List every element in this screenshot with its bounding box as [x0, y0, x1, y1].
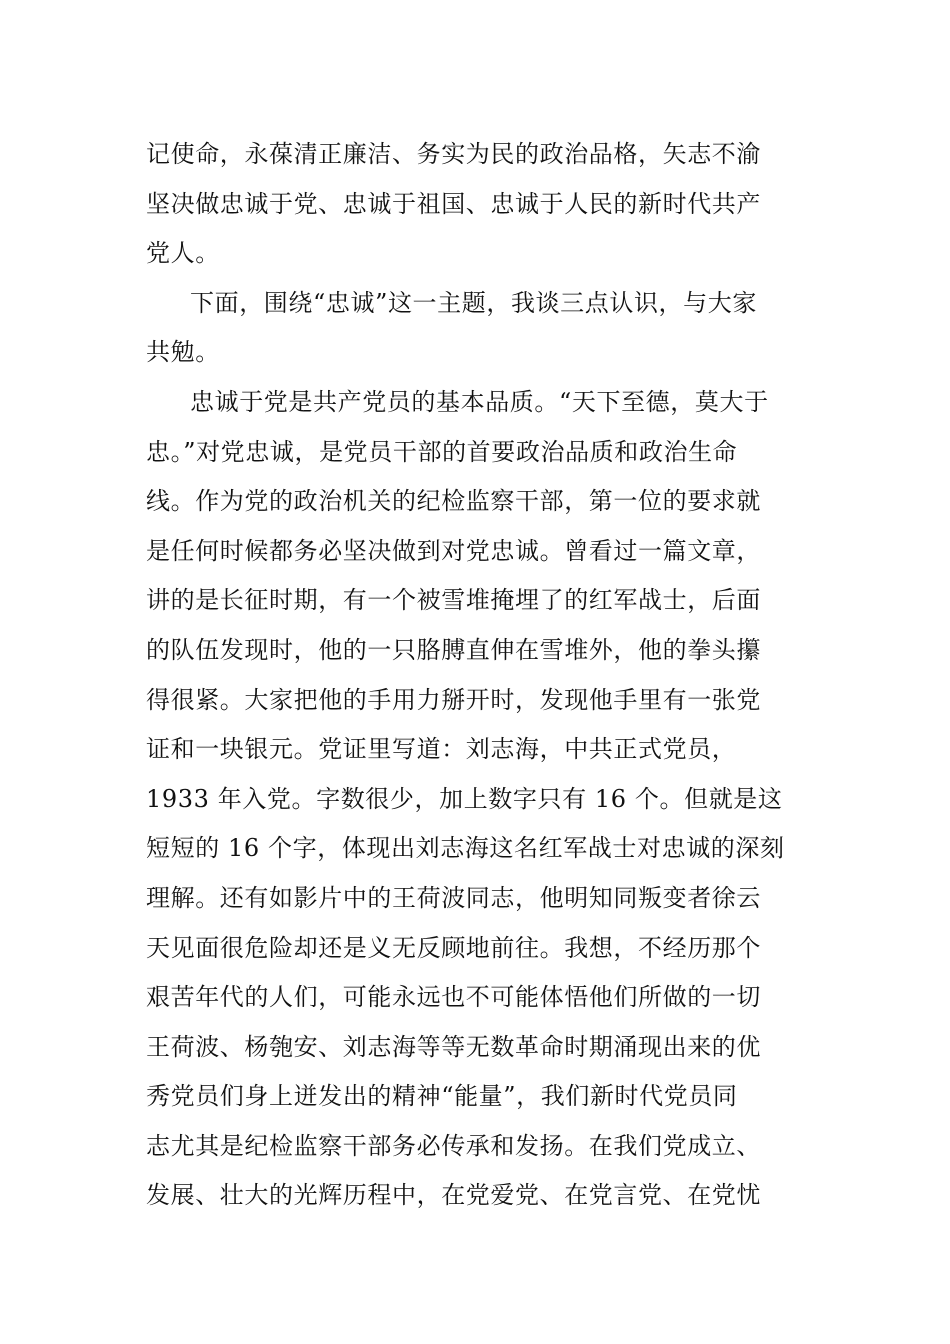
text-line: 秀党员们身上迸发出的精神“能量”，我们新时代党员同 — [146, 1082, 738, 1111]
text-line: 发展、壮大的光辉历程中，在党爱党、在党言党、在党忧 — [146, 1181, 761, 1210]
text-line: 坚决做忠诚于党、忠诚于祖国、忠诚于人民的新时代共产 — [146, 189, 761, 218]
paragraph-first-line: 下面，围绕“忠诚”这一主题，我谈三点认识，与大家 — [190, 288, 757, 317]
text-line: 王荷波、杨匏安、刘志海等等无数革命时期涌现出来的优 — [146, 1032, 761, 1061]
text-line: 共勉。 — [146, 338, 220, 367]
text-line: 证和一块银元。党证里写道：刘志海，中共正式党员， — [146, 735, 737, 764]
text-line: 短短的 16 个字，体现出刘志海这名红军战士对忠诚的深刻 — [146, 834, 785, 863]
text-line: 得很紧。大家把他的手用力掰开时，发现他手里有一张党 — [146, 685, 761, 714]
text-line: 记使命，永葆清正廉洁、务实为民的政治品格，矢志不渝 — [146, 140, 761, 168]
body-text — [146, 130, 816, 1221]
text-line: 讲的是长征时期，有一个被雪堆掩埋了的红军战士，后面 — [146, 586, 761, 615]
text-line: 1933 年入党。字数很少，加上数字只有 16 个。但就是这 — [146, 784, 783, 813]
text-line: 线。作为党的政治机关的纪检监察干部，第一位的要求就 — [146, 487, 761, 516]
text-line: 忠。”对党忠诚，是党员干部的首要政治品质和政治生命 — [146, 437, 738, 466]
text-line: 志尤其是纪检监察干部务必传承和发扬。在我们党成立、 — [146, 1131, 761, 1160]
text-line: 天见面很危险却还是义无反顾地前往。我想，不经历那个 — [146, 933, 761, 962]
text-line: 艰苦年代的人们，可能永远也不可能体悟他们所做的一切 — [146, 983, 761, 1012]
text-line: 是任何时候都务必坚决做到对党忠诚。曾看过一篇文章， — [146, 536, 761, 565]
text-line: 的队伍发现时，他的一只胳膊直伸在雪堆外，他的拳头攥 — [146, 635, 761, 664]
text-line: 党人。 — [146, 239, 220, 268]
text-line: 理解。还有如影片中的王荷波同志，他明知同叛变者徐云 — [146, 883, 761, 912]
paragraph-first-line: 忠诚于党是共产党员的基本品质。“天下至德，莫大于 — [190, 387, 769, 416]
